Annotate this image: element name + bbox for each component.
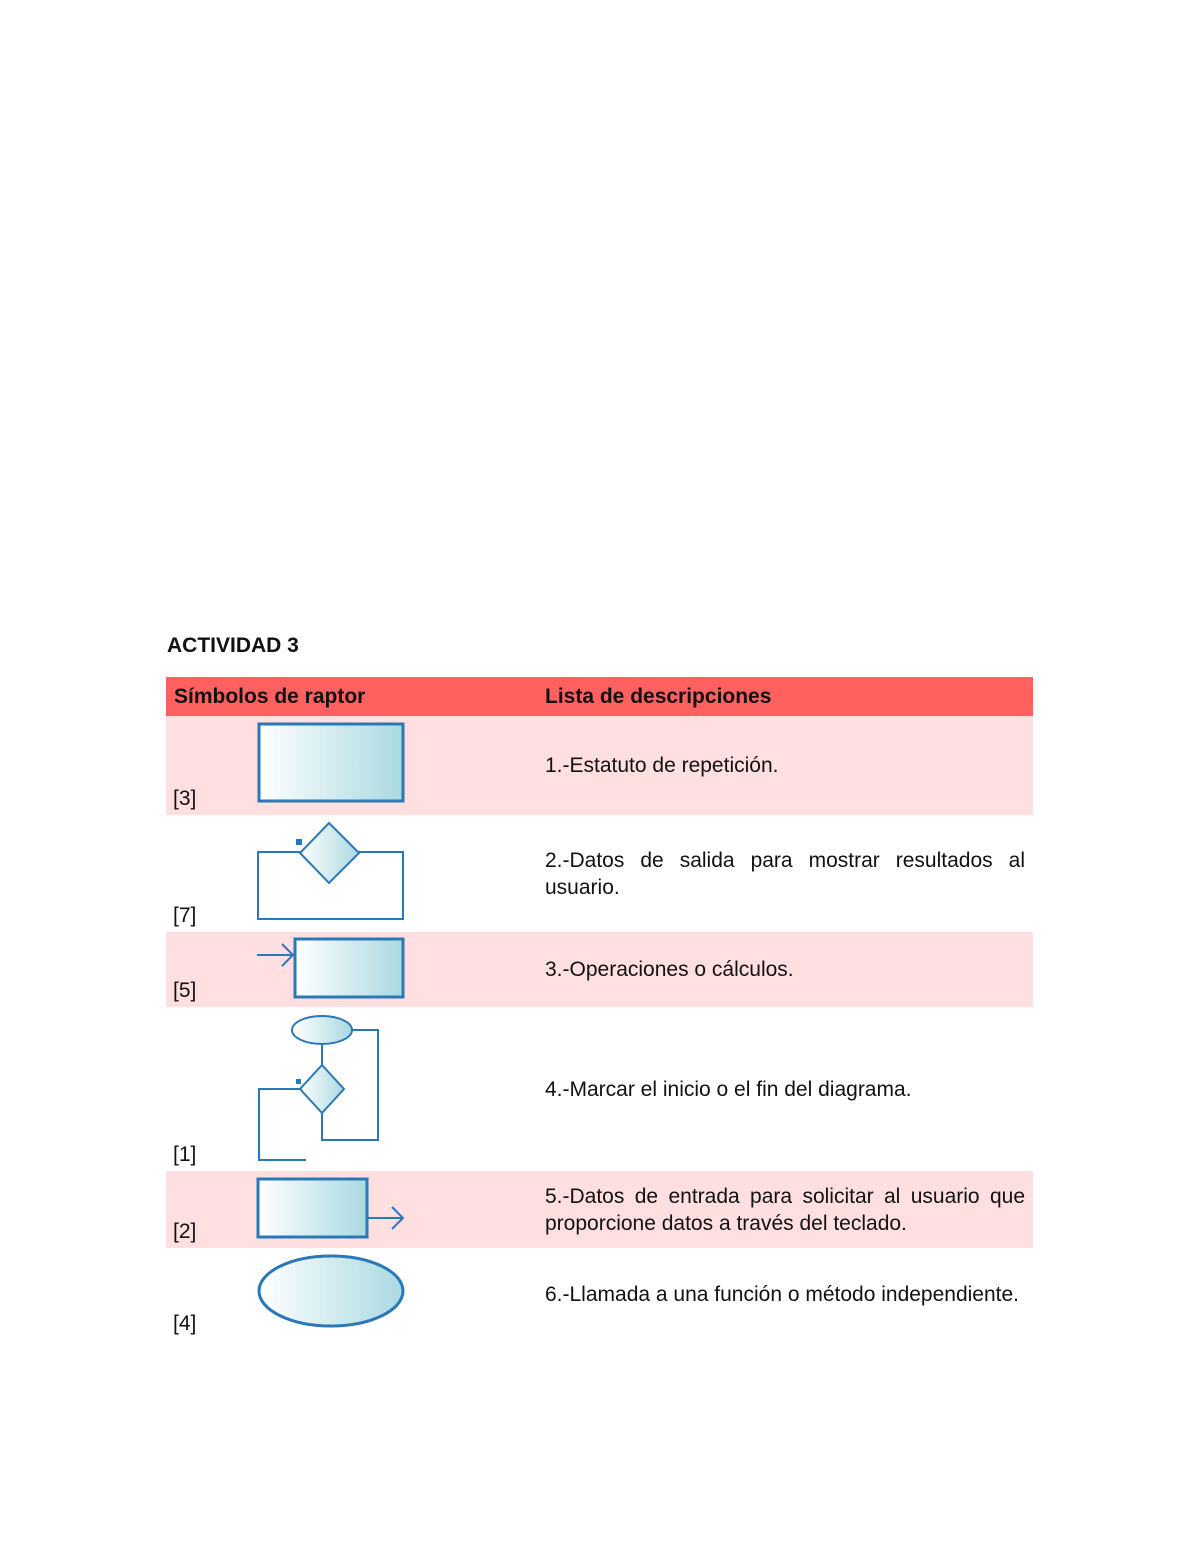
header-descriptions: Lista de descripciones xyxy=(533,677,1033,716)
table-row xyxy=(166,815,1033,932)
table-row xyxy=(166,716,1033,815)
symbol-number: [3] xyxy=(173,787,197,810)
symbol-number: [7] xyxy=(173,904,197,927)
description: 4.-Marcar el inicio o el fin del diagrama. xyxy=(545,1077,912,1101)
description: 3.-Operaciones o cálculos. xyxy=(533,932,1033,1007)
symbol-cell xyxy=(166,1007,533,1171)
symbol-number: [2] xyxy=(173,1220,197,1243)
symbol-cell xyxy=(166,716,533,815)
symbols-table xyxy=(166,677,1033,1340)
description: 6.-Llamada a una función o método independiente. xyxy=(545,1282,1020,1306)
table-header xyxy=(166,677,1033,716)
symbol-cell xyxy=(166,932,533,1007)
input-arrow-rectangle-icon xyxy=(166,932,533,1007)
description: 1.-Estatuto de repetición. xyxy=(533,716,1033,815)
symbol-number: [5] xyxy=(173,979,197,1002)
symbol-number: [4] xyxy=(173,1312,197,1335)
description: 5.-Datos de entrada para solicitar al usuario que proporcione datos a través del teclado. xyxy=(533,1171,1033,1248)
symbol-cell xyxy=(166,1171,533,1248)
table-row xyxy=(166,1171,1033,1248)
page-title: ACTIVIDAD 3 xyxy=(167,634,299,657)
table-row xyxy=(166,1248,1033,1340)
table-row xyxy=(166,932,1033,1007)
selection-diamond-icon xyxy=(166,815,533,932)
loop-icon xyxy=(166,1007,533,1171)
assignment-rectangle-icon xyxy=(166,716,533,815)
table-row xyxy=(166,1007,1033,1171)
symbol-cell xyxy=(166,1248,533,1340)
output-arrow-rectangle-icon xyxy=(166,1171,533,1248)
header-symbols: Símbolos de raptor xyxy=(166,677,533,716)
description: 2.-Datos de salida para mostrar resultados al usuario. xyxy=(545,848,1025,899)
terminal-oval-icon xyxy=(166,1248,533,1340)
symbol-cell xyxy=(166,815,533,932)
symbol-number: [1] xyxy=(173,1143,197,1166)
